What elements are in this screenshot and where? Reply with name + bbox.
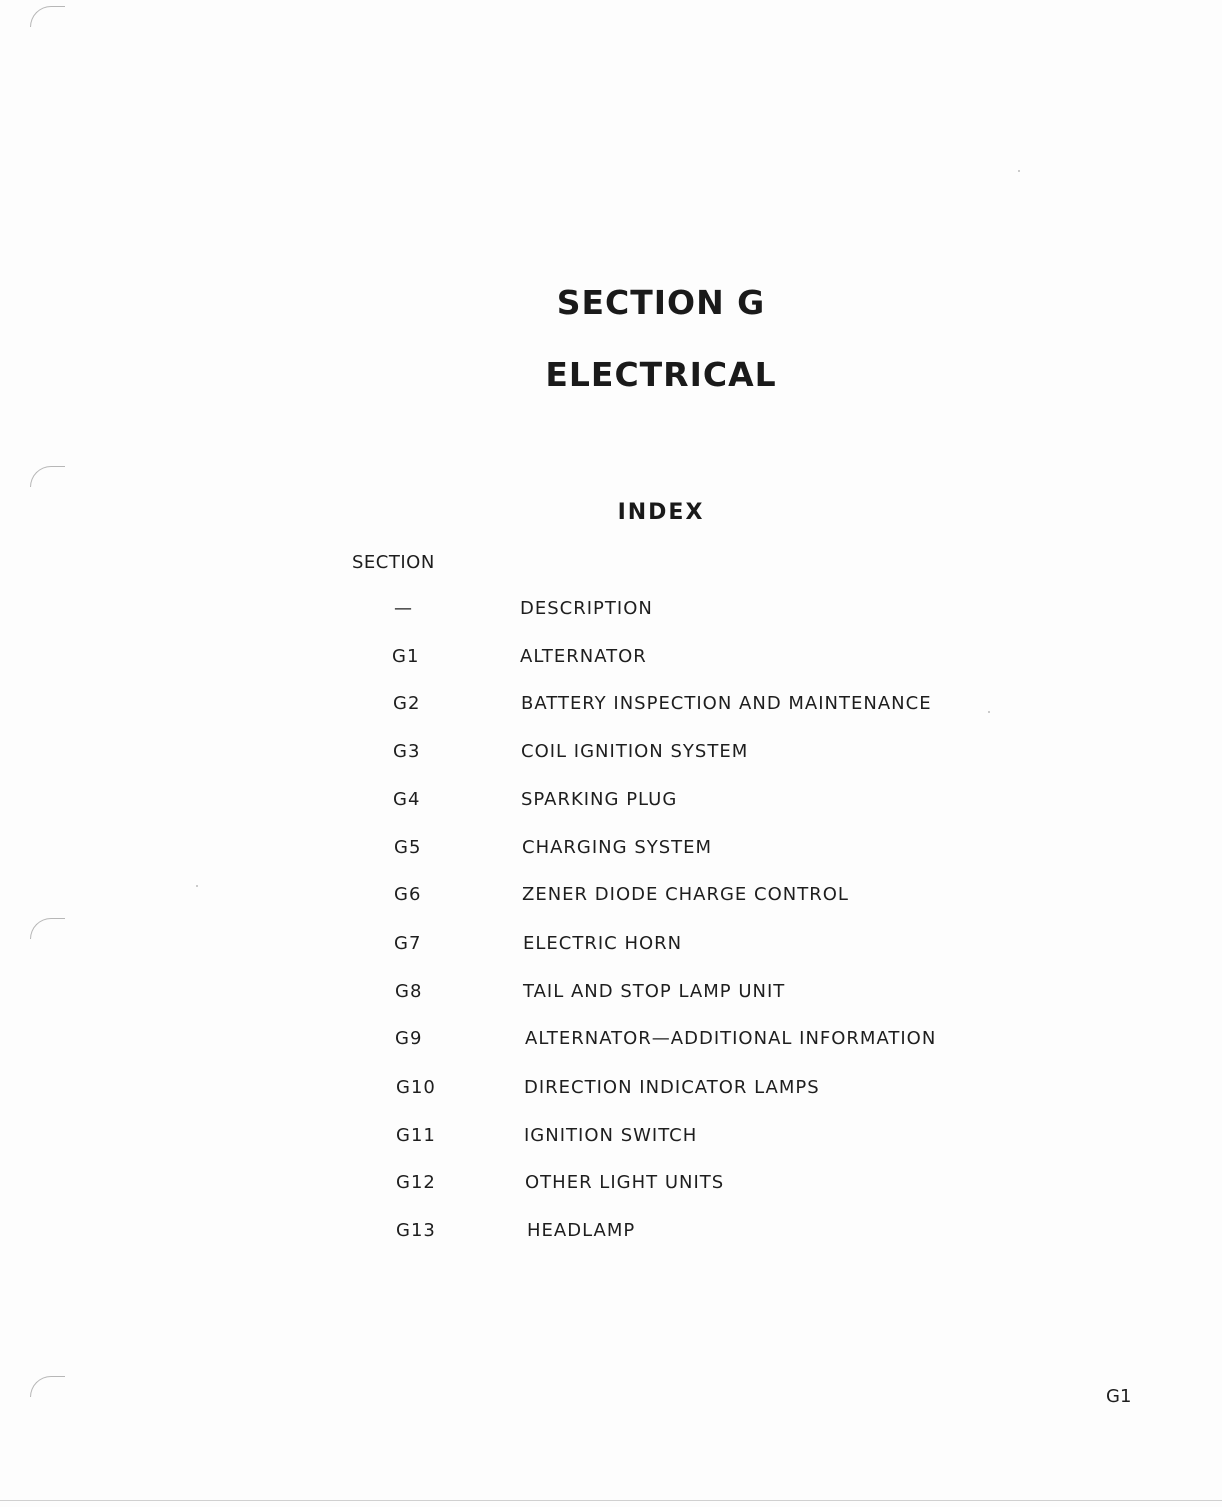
index-description: ALTERNATOR—ADDITIONAL INFORMATION [525, 1028, 937, 1049]
index-row [0, 1125, 1222, 1155]
index-row [0, 789, 1222, 819]
index-code: G9 [395, 1028, 423, 1049]
index-row [0, 598, 1222, 628]
page-bottom-edge [0, 1500, 1222, 1501]
index-row [0, 693, 1222, 723]
paper-speck [1018, 170, 1020, 172]
index-description: DIRECTION INDICATOR LAMPS [524, 1077, 820, 1098]
index-code: G4 [393, 789, 421, 810]
index-row [0, 1028, 1222, 1058]
index-code: G8 [395, 981, 423, 1002]
index-code: G5 [394, 837, 422, 858]
index-description: IGNITION SWITCH [524, 1125, 698, 1146]
index-description: ZENER DIODE CHARGE CONTROL [522, 884, 849, 905]
section-title: SECTION G [556, 283, 766, 322]
index-code: G6 [394, 884, 422, 905]
index-row [0, 933, 1222, 963]
index-heading: INDEX [617, 500, 705, 525]
section-column-header: SECTION [352, 552, 435, 573]
index-code: G13 [396, 1220, 436, 1241]
index-row [0, 1220, 1222, 1250]
index-description: ELECTRIC HORN [523, 933, 683, 954]
index-row [0, 884, 1222, 914]
index-description: OTHER LIGHT UNITS [525, 1172, 725, 1193]
index-row [0, 981, 1222, 1011]
index-code: G1 [392, 646, 420, 667]
binder-hole-mark [30, 466, 65, 487]
index-row [0, 741, 1222, 771]
index-description: HEADLAMP [527, 1220, 636, 1241]
index-description: DESCRIPTION [520, 598, 653, 619]
index-description: CHARGING SYSTEM [522, 837, 713, 858]
index-code: G11 [396, 1125, 436, 1146]
index-description: ALTERNATOR [520, 646, 647, 667]
index-row [0, 646, 1222, 676]
index-code: G2 [393, 693, 421, 714]
binder-hole-mark [30, 6, 65, 27]
index-description: TAIL AND STOP LAMP UNIT [523, 981, 786, 1002]
index-description: COIL IGNITION SYSTEM [521, 741, 749, 762]
index-code: G12 [396, 1172, 436, 1193]
index-code: G3 [393, 741, 421, 762]
index-code: G7 [394, 933, 422, 954]
section-subtitle: ELECTRICAL [545, 355, 777, 394]
index-description: BATTERY INSPECTION AND MAINTENANCE [521, 693, 932, 714]
index-code: — [394, 598, 413, 619]
binder-hole-mark [30, 1376, 65, 1397]
page-number: G1 [1106, 1386, 1132, 1407]
index-row [0, 837, 1222, 867]
index-row [0, 1077, 1222, 1107]
index-description: SPARKING PLUG [521, 789, 678, 810]
index-code: G10 [396, 1077, 436, 1098]
index-row [0, 1172, 1222, 1202]
